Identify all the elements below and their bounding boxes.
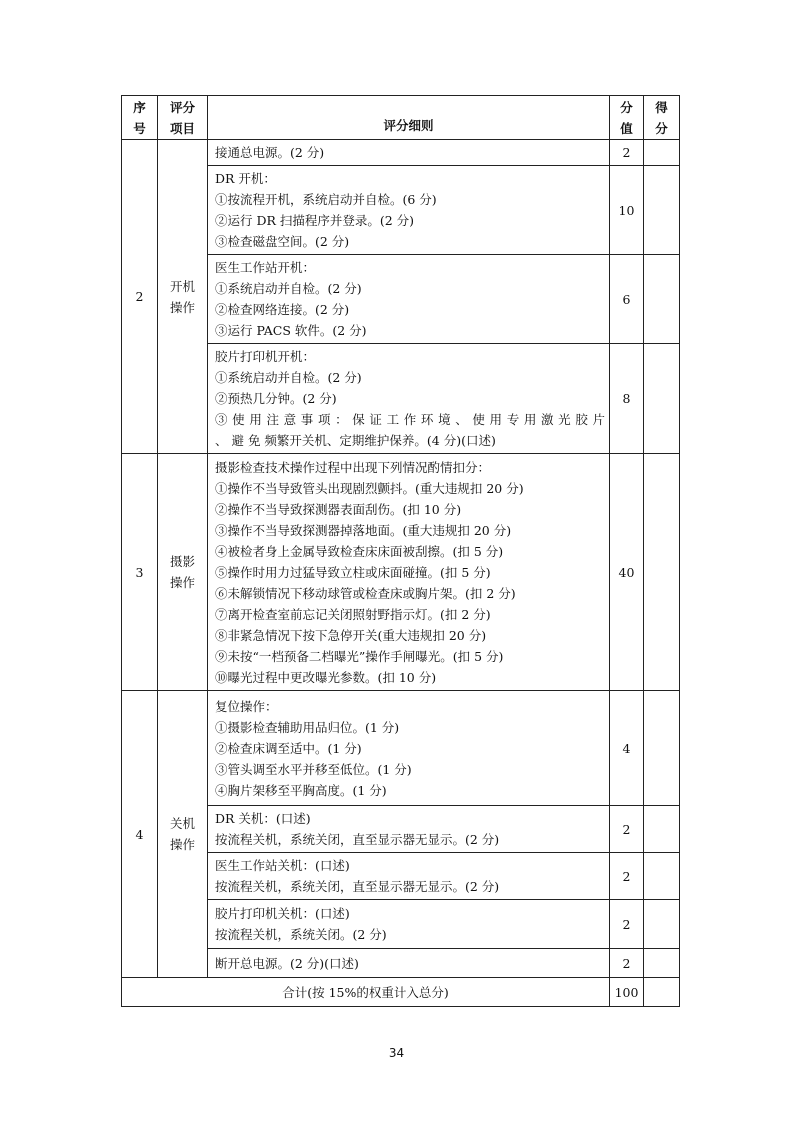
detail-cell: 医生工作站开机： ①系统启动并自检。(2 分) ②检查网络连接。(2 分) ③运行 PACS 软件。(2 分) xyxy=(208,255,610,344)
section-number: 3 xyxy=(122,454,158,691)
score-cell: 2 xyxy=(610,949,644,978)
table-row xyxy=(122,454,680,691)
obtained-cell xyxy=(644,853,680,900)
total-row xyxy=(122,978,680,1007)
section-item: 摄影 操作 xyxy=(158,454,208,691)
score-cell: 2 xyxy=(610,806,644,853)
obtained-cell xyxy=(644,978,680,1007)
obtained-cell xyxy=(644,806,680,853)
total-score: 100 xyxy=(610,978,644,1007)
header-item: 评分 项目 xyxy=(158,96,208,140)
obtained-cell xyxy=(644,140,680,166)
detail-cell: 胶片打印机开机： ①系统启动并自检。(2 分) ②预热几分钟。(2 分) ③ 使 用 注 意 事 项 ： 保 证 工 作 环 境 、 使 用 专 用 激 光 胶 片 、 避 免 频繁开关机、定期维护保养。(4 分)(口述) xyxy=(208,344,610,454)
table-row xyxy=(122,691,680,806)
score-cell: 4 xyxy=(610,691,644,806)
header-row xyxy=(122,96,680,140)
detail-cell: 胶片打印机关机：(口述) 按流程关机，系统关闭。(2 分) xyxy=(208,900,610,949)
section-number: 2 xyxy=(122,140,158,454)
score-cell: 2 xyxy=(610,900,644,949)
detail-cell: 接通总电源。(2 分) xyxy=(208,140,610,166)
detail-cell: 医生工作站关机：(口述) 按流程关机，系统关闭，直至显示器无显示。(2 分) xyxy=(208,853,610,900)
header-score: 分 值 xyxy=(610,96,644,140)
obtained-cell xyxy=(644,454,680,691)
section-number: 4 xyxy=(122,691,158,978)
detail-cell: 摄影检查技术操作过程中出现下列情况酌情扣分： ①操作不当导致管头出现剧烈颤抖。(重大违规扣 20 分) ②操作不当导致探测器表面刮伤。(扣 10 分) ③操作不当导致探测器掉落地面。(重大违规扣 20 分) ④被检者身上金属导致检查床床面被刮擦。(扣 5 分) ⑤操作时用力过猛导致立柱或床面碰撞。(扣 5 分) ⑥未解锁情况下移动球管或检查床或胸片架。(扣 2 分) ⑦离开检查室前忘记关闭照射野指示灯。(扣 2 分) ⑧非紧急情况下按下急停开关(重大违规扣 20 分) ⑨未按“一档预备二档曝光”操作手闸曝光。(扣 5 分) ⑩曝光过程中更改曝光参数。(扣 10 分) xyxy=(208,454,610,691)
obtained-cell xyxy=(644,900,680,949)
header-detail: 评分细则 xyxy=(208,96,610,140)
detail-cell: DR 关机：(口述) 按流程关机，系统关闭，直至显示器无显示。(2 分) xyxy=(208,806,610,853)
score-cell: 8 xyxy=(610,344,644,454)
detail-cell: 复位操作： ①摄影检查辅助用品归位。(1 分) ②检查床调至适中。(1 分) ③管头调至水平并移至低位。(1 分) ④胸片架移至平胸高度。(1 分) xyxy=(208,691,610,806)
scoring-table xyxy=(121,95,680,1007)
score-cell: 2 xyxy=(610,140,644,166)
obtained-cell xyxy=(644,255,680,344)
section-item: 关机 操作 xyxy=(158,691,208,978)
obtained-cell xyxy=(644,949,680,978)
page-number: 34 xyxy=(388,1046,405,1060)
detail-cell: DR 开机： ①按流程开机，系统启动并自检。(6 分) ②运行 DR 扫描程序并登录。(2 分) ③检查磁盘空间。(2 分) xyxy=(208,166,610,255)
header-seq: 序 号 xyxy=(122,96,158,140)
header-obtained: 得 分 xyxy=(644,96,680,140)
detail-cell: 断开总电源。(2 分)(口述) xyxy=(208,949,610,978)
score-cell: 40 xyxy=(610,454,644,691)
total-label: 合计(按 15%的权重计入总分) xyxy=(122,978,610,1007)
section-item: 开机 操作 xyxy=(158,140,208,454)
table-row xyxy=(122,140,680,166)
obtained-cell xyxy=(644,691,680,806)
score-cell: 2 xyxy=(610,853,644,900)
score-cell: 10 xyxy=(610,166,644,255)
obtained-cell xyxy=(644,166,680,255)
score-cell: 6 xyxy=(610,255,644,344)
obtained-cell xyxy=(644,344,680,454)
